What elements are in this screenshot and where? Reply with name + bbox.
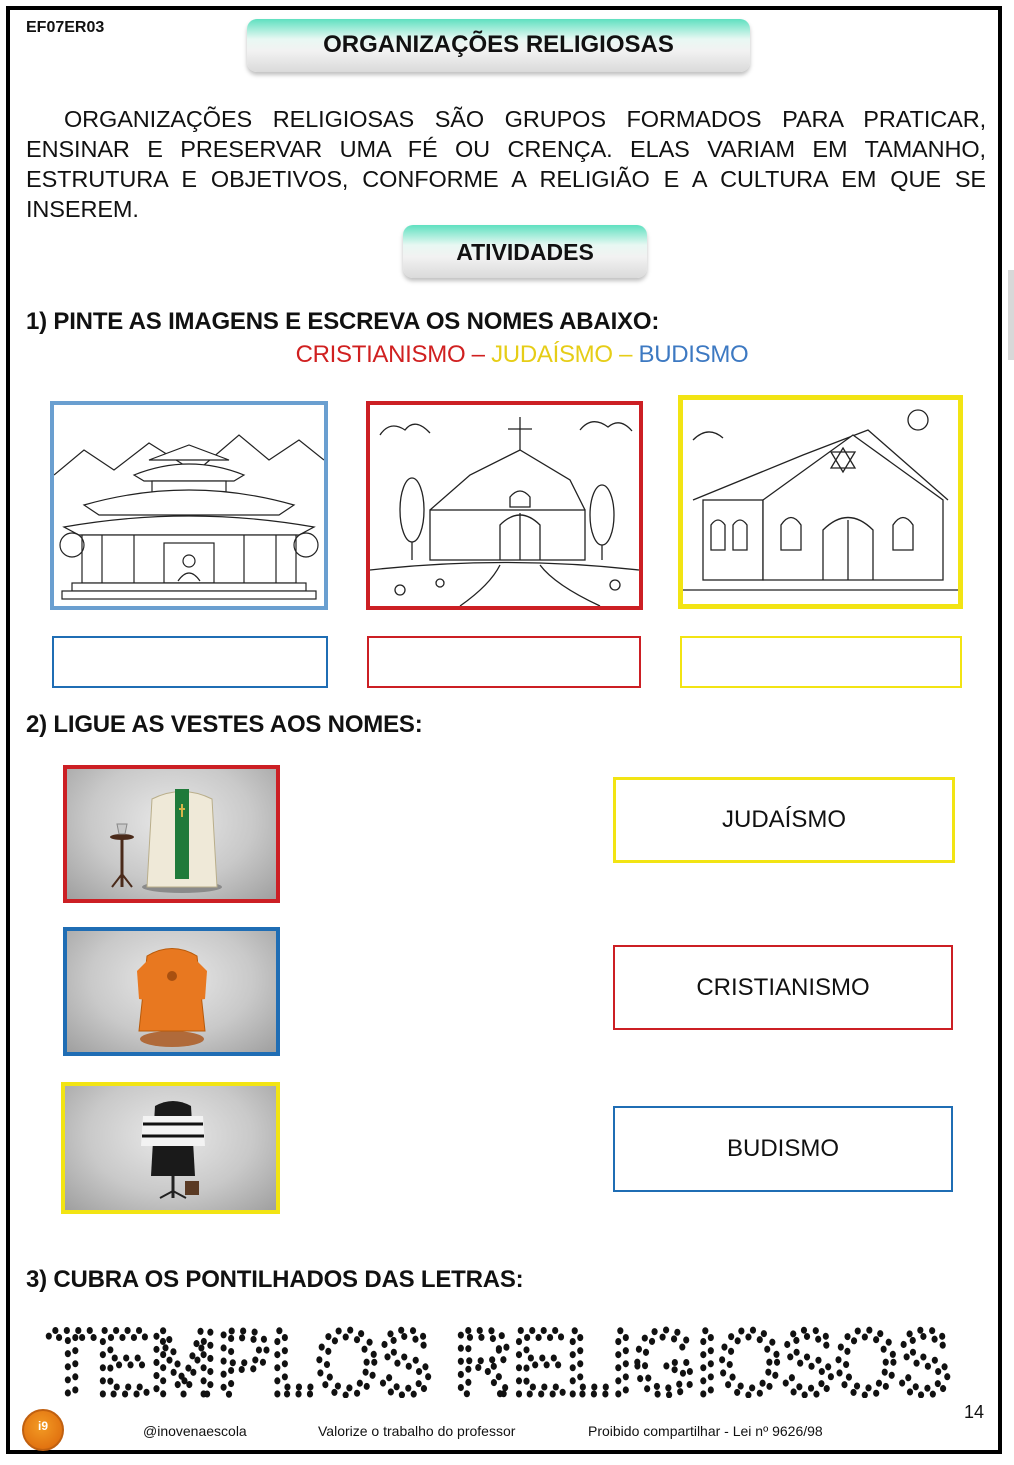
answer-box-3[interactable] (680, 636, 962, 688)
name-box-judaismo[interactable]: JUDAÍSMO (613, 777, 955, 863)
footer-handle: @inovenaescola (143, 1423, 247, 1439)
synagogue-drawing (678, 395, 963, 609)
name-box-budismo[interactable]: BUDISMO (613, 1106, 953, 1192)
question-3-prompt: 3) CUBRA OS PONTILHADOS DAS LETRAS: (26, 1266, 524, 1293)
activities-heading: ATIVIDADES (403, 225, 647, 278)
logo-text: i9 (37, 1419, 48, 1433)
church-drawing (366, 401, 643, 610)
buddhist-robe-photo (63, 927, 280, 1056)
skill-code: EF07ER03 (26, 19, 105, 36)
page-number: 14 (964, 1402, 985, 1422)
legend-cristianismo: CRISTIANISMO (295, 341, 466, 368)
jewish-tallit-photo (61, 1082, 280, 1214)
tracing-letters: TEMPLOS RELIGIOSOS (47, 1322, 951, 1398)
answer-box-1[interactable] (52, 636, 328, 688)
question-2-prompt: 2) LIGUE AS VESTES AOS NOMES: (26, 711, 423, 738)
footer-value-note: Valorize o trabalho do professor (318, 1423, 516, 1439)
legend-judaismo: JUDAÍSMO (491, 341, 613, 368)
page-title: ORGANIZAÇÕES RELIGIOSAS (247, 19, 750, 72)
legend-separator: – (612, 341, 639, 368)
catholic-vestment-photo (63, 765, 280, 903)
question-1-prompt: 1) PINTE AS IMAGENS E ESCREVA OS NOMES ABAIXO: (26, 308, 660, 335)
inove-logo (22, 1409, 64, 1451)
answer-box-2[interactable] (367, 636, 641, 688)
religion-legend (0, 341, 1014, 369)
intro-paragraph: ORGANIZAÇÕES RELIGIOSAS SÃO GRUPOS FORMADOS PARA PRATICAR, ENSINAR E PRESERVAR UMA FÉ OU CRENÇA. ELAS VARIAM EM TAMANHO, ESTRUTURA E OBJETIVOS, CONFORME A RELIGIÃO E A CULTURA EM QUE SE INSEREM. (26, 106, 986, 222)
name-box-cristianismo[interactable]: CRISTIANISMO (613, 945, 953, 1030)
legend-budismo: BUDISMO (638, 341, 749, 368)
dotted-tracing-text[interactable] (44, 1322, 954, 1398)
footer-legal: Proibido compartilhar - Lei nº 9626/98 (588, 1423, 823, 1439)
legend-separator: – (465, 341, 492, 368)
buddhist-temple-drawing (50, 401, 328, 610)
